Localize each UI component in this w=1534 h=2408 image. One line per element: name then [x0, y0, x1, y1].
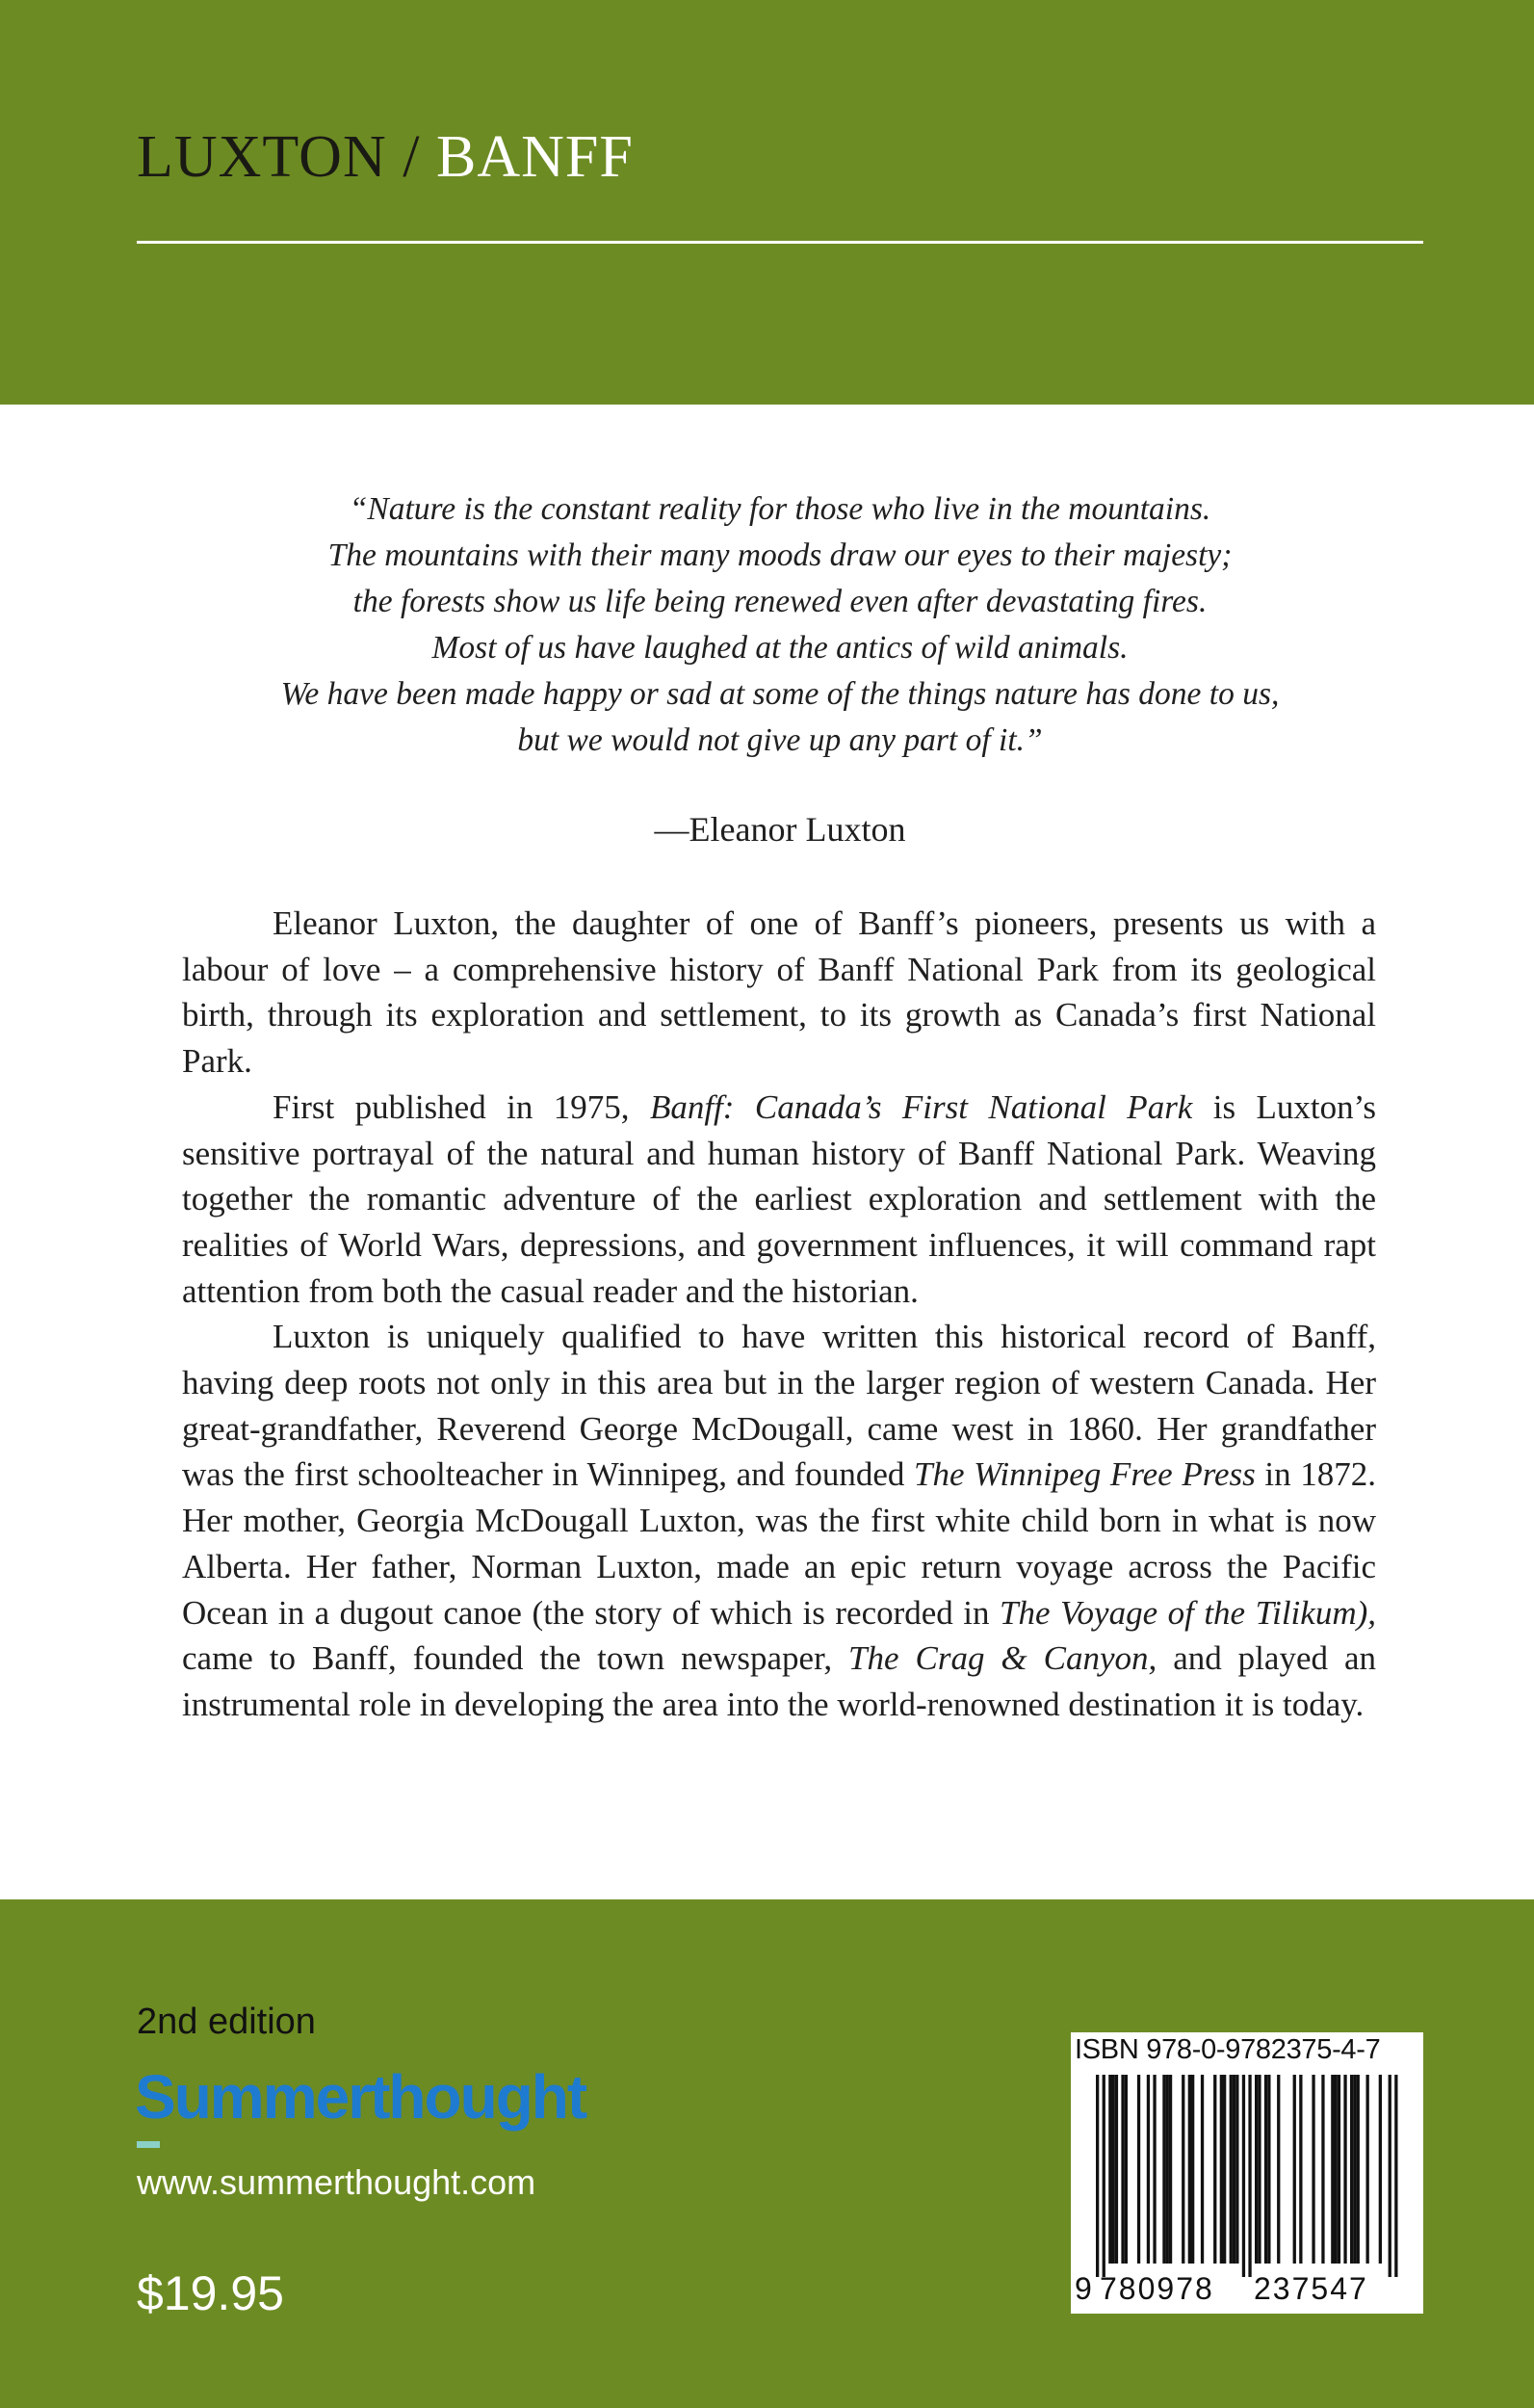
- barcode-bar: [1233, 2075, 1235, 2264]
- barcode-bar: [1277, 2075, 1280, 2264]
- quote-line: the forests show us life being renewed even after devastating fires.: [352, 584, 1208, 619]
- barcode-bar: [1223, 2075, 1226, 2264]
- barcode-bar: [1108, 2075, 1111, 2264]
- top-color-band: [0, 0, 1534, 405]
- barcode-bar: [1112, 2075, 1115, 2264]
- barcode-bar: [1188, 2075, 1191, 2264]
- barcode-bar: [1267, 2075, 1270, 2264]
- publisher-logo: Summerthought: [135, 2062, 586, 2132]
- barcode-digit-first: 9: [1075, 2271, 1092, 2306]
- barcode-bar: [1312, 2075, 1314, 2264]
- barcode-bar: [1248, 2075, 1251, 2277]
- isbn-number: ISBN 978-0-9782375-4-7: [1075, 2034, 1381, 2065]
- barcode-bar: [1366, 2075, 1369, 2264]
- quote-line: We have been made happy or sad at some of the things nature has done to us,: [280, 676, 1280, 712]
- text-run: is Luxton’s sensitive portrayal of the natural and human history of Banff National Park. Weaving together the romantic adventure of the earliest exploration and settlement with the realities of World Wars, depressions, and government influences, it will command rapt attention from both the casual reader and the historian.: [182, 1087, 1376, 1310]
- barcode-bar: [1125, 2075, 1128, 2264]
- cover-title: [137, 123, 634, 192]
- barcode-bar: [1255, 2075, 1258, 2264]
- barcode-bar: [1299, 2075, 1302, 2264]
- barcode-bar: [1235, 2075, 1238, 2264]
- newspaper-title-italic: The Winnipeg Free Press: [914, 1455, 1256, 1494]
- barcode-bar: [1096, 2075, 1099, 2277]
- barcode-bar: [1357, 2075, 1360, 2264]
- barcode-bar: [1166, 2075, 1169, 2264]
- description-paragraph: [182, 1085, 1376, 1315]
- barcode-bar: [1379, 2075, 1382, 2264]
- quote-line: “Nature is the constant reality for those who live in the mountains.: [349, 491, 1211, 527]
- barcode-digits-left: 780978: [1100, 2271, 1214, 2306]
- description-paragraph: [182, 1314, 1376, 1727]
- barcode-bar: [1220, 2075, 1223, 2264]
- book-description: [182, 901, 1376, 1728]
- quote-line: but we would not give up any part of it.”: [517, 722, 1043, 758]
- barcode-digits-right: 237547: [1254, 2271, 1368, 2306]
- quote-line: Most of us have laughed at the antics of wild animals.: [431, 630, 1129, 666]
- text-run: Luxton is uniquely qualified to have written this historical record of Banff, having deep roots not only in this area but in the larger region of western Canada. Her great-grandfather, Reverend George McDougall, came west in 1860. Her grandfather was the first schoolteacher in Winnipeg, and founded: [182, 1318, 1376, 1494]
- barcode-bar: [1169, 2075, 1172, 2264]
- barcode-bar: [1338, 2075, 1340, 2264]
- barcode-bar: [1264, 2075, 1267, 2264]
- text-run: First published in 1975,: [273, 1087, 650, 1126]
- barcode-bar: [1182, 2075, 1184, 2264]
- quote-attribution: —Eleanor Luxton: [654, 810, 906, 849]
- edition-label: 2nd edition: [137, 2002, 316, 2042]
- description-paragraph: Eleanor Luxton, the daughter of one of Banff’s pioneers, presents us with a labour of love – a comprehensive history of Banff National Park from its geological birth, through its exploration and settlement, to its growth as Canada’s first National Park.: [182, 904, 1376, 1081]
- author-name: LUXTON: [137, 124, 387, 190]
- barcode-bar: [1335, 2075, 1338, 2264]
- barcode-bar: [1191, 2075, 1194, 2264]
- publisher-website: www.summerthought.com: [137, 2162, 536, 2202]
- barcode-bar: [1258, 2075, 1261, 2264]
- barcode-bar: [1137, 2075, 1140, 2264]
- barcode-bar: [1242, 2075, 1245, 2277]
- epigraph-quote: [137, 486, 1423, 764]
- barcode-bar: [1115, 2075, 1118, 2264]
- text-run: in 1872. Her mother, Georgia McDougall Luxton, was the first white child born in what is now Alberta. Her father, Norman Luxton, made an epic return voyage across the Pacific Ocean in a dugout canoe (the story of which is recorded in: [182, 1455, 1376, 1632]
- barcode-bar: [1213, 2075, 1216, 2264]
- barcode-bar: [1103, 2075, 1105, 2277]
- barcode-bar: [1201, 2075, 1204, 2264]
- barcode-bar: [1230, 2075, 1233, 2264]
- newspaper-title-italic: The Crag & Canyon,: [848, 1639, 1157, 1678]
- barcode-bar: [1353, 2075, 1356, 2264]
- title-separator: /: [386, 124, 436, 190]
- title-divider: [137, 241, 1423, 244]
- book-title-italic: Banff: Canada’s First National Park: [649, 1087, 1193, 1126]
- barcode-bar: [1293, 2075, 1296, 2264]
- publisher-logo-accent: [137, 2141, 160, 2148]
- barcode-bar: [1389, 2075, 1391, 2277]
- barcode-bar: [1343, 2075, 1346, 2264]
- barcode-bars: [1071, 2075, 1423, 2277]
- barcode-bar: [1147, 2075, 1150, 2264]
- barcode-bar: [1331, 2075, 1334, 2264]
- quote-line: The mountains with their many moods draw our eyes to their majesty;: [327, 537, 1233, 573]
- barcode-bar: [1394, 2075, 1397, 2277]
- price-label: $19.95: [137, 2266, 284, 2320]
- text-run: and played an instrumental role in developing the area into the world-renowned destination it is today.: [182, 1639, 1376, 1723]
- book-title: BANFF: [435, 124, 634, 190]
- barcode-bar: [1321, 2075, 1324, 2264]
- barcode-bar: [1121, 2075, 1124, 2264]
- text-run: came to Banff, founded the town newspaper,: [182, 1639, 849, 1678]
- isbn-barcode: [1071, 2032, 1423, 2314]
- barcode-digits: [1071, 2271, 1423, 2310]
- barcode-bar: [1153, 2075, 1156, 2264]
- book-title-italic: The Voyage of the Tilikum),: [1000, 1593, 1376, 1632]
- barcode-bar: [1162, 2075, 1165, 2264]
- barcode-bar: [1350, 2075, 1353, 2264]
